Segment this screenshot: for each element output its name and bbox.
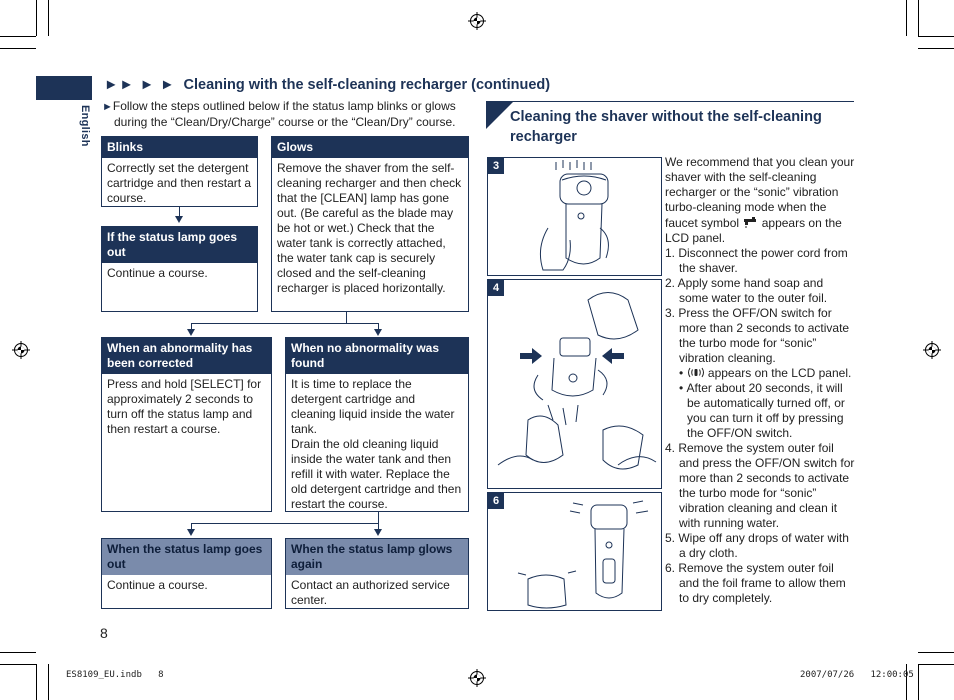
step-3: 3. Press the OFF/ON switch for more than 2 seconds to activate the turbo mode for “sonic” vibration cleaning. [665,306,850,365]
crop-mark [918,664,954,665]
footer-file-info: ES8109_EU.indb 8 [66,670,164,680]
registration-mark-icon [923,341,941,359]
crop-mark [36,0,37,36]
arrow-down-icon [187,329,195,336]
registration-mark-icon [468,12,486,30]
heading-arrows: ►► ► ► [104,77,176,93]
crop-mark [918,0,919,36]
step-5: 5. Wipe off any drops of water with a dry cloth. [665,531,849,560]
connector [378,512,379,523]
arrow-down-icon [374,329,382,336]
flow-box-title: When no abnormality was found [286,338,468,374]
flow-box-status-lamp-glows-again [285,538,469,609]
flow-box-title: When an abnormality has been corrected [102,338,271,374]
crop-mark [48,0,49,36]
step-2: 2. Apply some hand soap and some water to the outer foil. [665,276,828,305]
intro-paragraph [102,99,472,130]
registration-mark-icon [12,341,30,359]
instructions-intro [665,155,855,246]
crop-mark [906,0,907,36]
shaver-soap-illustration [488,158,662,276]
intro-text: Follow the steps outlined below if the status lamp blinks or glows during the “Clean/Dry/Charge” course or the “Clean/Dry” course. [112,99,456,129]
crop-mark [918,652,954,653]
figure-number: 3 [488,158,504,174]
crop-mark [0,652,36,653]
flow-box-body: Remove the shaver from the self-cleaning recharger and then check that the [CLEAN] lamp has gone out. (Be careful as the blade may be hot or wet.) Check that the water tank is correctly attached, the water tank cap is securely closed and the self-cleaning recharger is placed horizontally. [277,161,462,295]
figure-number: 6 [488,493,504,509]
flow-box-body: Correctly set the detergent cartridge and then restart a course. [107,161,252,205]
flow-box-title: When the status lamp goes out [102,539,271,575]
flow-box-no-abnormality [285,337,469,512]
connector [191,523,379,524]
sub-bullet-1: • appears on the LCD panel. [679,366,852,380]
page-number: 8 [100,625,108,641]
crop-mark [36,664,37,700]
sub-bullet-2: • After about 20 seconds, it will be automatically turned off, or you can turn it off by pressing the OFF/ON switch. [679,381,845,440]
flow-box-glows [271,136,469,312]
subsection-title: Cleaning the shaver without the self-cleaning recharger [510,109,822,145]
flow-box-abnormality-corrected [101,337,272,512]
connector [191,323,379,324]
section-rule [486,101,854,102]
flow-box-body: It is time to replace the detergent cartridge and cleaning liquid inside the water tank. Drain the old cleaning liquid inside the water tank and then refill it with water. Replace the old detergent cartridge and then restart the course. [291,377,462,511]
crop-mark [918,664,919,700]
intro-sentence-end: appears on the LCD panel. [665,216,842,245]
arrow-down-icon [374,529,382,536]
flow-box-title: Glows [272,137,468,158]
heading-title: Cleaning with the self-cleaning recharger (continued) [183,77,551,93]
crop-mark [0,664,36,665]
connector [346,312,347,323]
sub-bullet-text: After about 20 seconds, it will be automatically turned off, or you can turn it off by pressing the OFF/ON switch. [686,381,845,440]
instructions-text [665,155,855,606]
language-label-wrap [67,105,103,165]
crop-mark [48,664,49,700]
drying-illustration [488,493,662,611]
registration-mark-icon [468,669,486,687]
section-heading [104,77,550,93]
flow-box-body: Continue a course. [107,266,208,280]
footer-timestamp: 2007/07/26 12:00:05 [800,670,914,680]
flow-box-body: Press and hold [SELECT] for approximately 2 seconds to turn off the status lamp and then restart a course. [107,377,262,436]
flow-box-body: Contact an authorized service center. [291,578,450,607]
arrow-down-icon [187,529,195,536]
flow-box-lamp-goes-out [101,226,258,312]
intro-sentence: We recommend that you clean your shaver with the self-cleaning recharger or the “sonic” vibration turbo-cleaning mode when the faucet symbol [665,155,855,230]
flow-box-title: If the status lamp goes out [102,227,257,263]
foil-removal-illustration [488,280,662,489]
figure-3 [487,157,662,276]
step-6: 6. Remove the system outer foil and the foil frame to allow them to dry completely. [665,561,846,605]
figure-4 [487,279,662,489]
language-label: English [79,105,91,147]
arrow-down-icon [175,216,183,223]
crop-mark [0,48,36,49]
faucet-icon [742,215,758,229]
crop-mark [918,36,954,37]
language-tab [36,76,92,100]
figure-number: 4 [488,280,504,296]
flow-box-blinks [101,136,258,207]
flow-box-title: When the status lamp glows again [286,539,468,575]
crop-mark [0,36,36,37]
step-1: 1. Disconnect the power cord from the shaver. [665,246,848,275]
flow-box-title: Blinks [102,137,257,158]
sub-bullet-text: appears on the LCD panel. [707,366,852,380]
crop-mark [918,48,954,49]
flow-box-status-lamp-goes-out [101,538,272,609]
intro-marker: ► [102,101,113,113]
sonic-vibration-icon [687,367,705,378]
figure-6 [487,492,662,611]
flow-box-body: Continue a course. [107,578,208,592]
step-4: 4. Remove the system outer foil and press the OFF/ON switch for more than 2 seconds to activate the turbo mode for “sonic” vibration cleaning and clean it with running water. [665,441,855,530]
